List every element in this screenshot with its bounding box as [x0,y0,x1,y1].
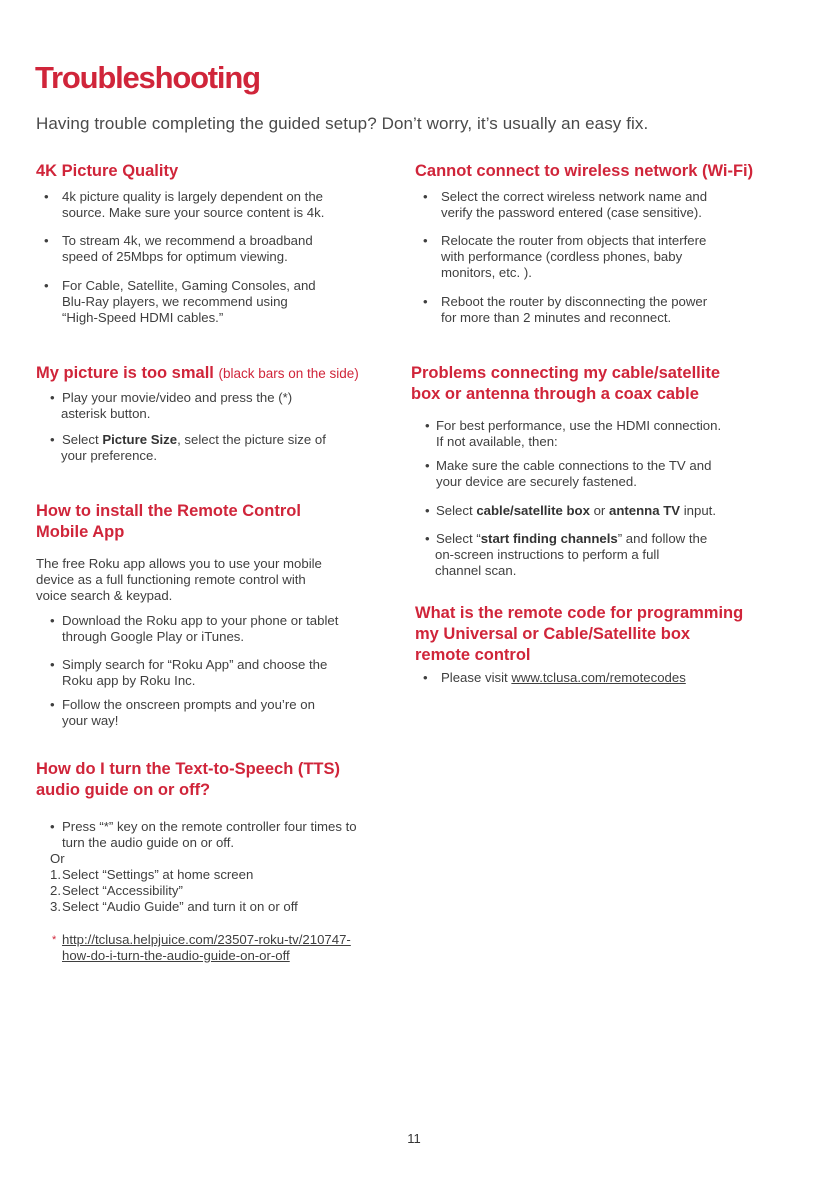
list-item: • Make sure the cable connections to the TV and your device are securely fastened. [425,458,712,490]
list-item: • Please visit www.tclusa.com/remotecodes [423,670,686,685]
bullet-icon: • [50,697,55,712]
bullet-icon: • [423,670,428,685]
list-item: • Select the correct wireless network name and verify the password entered (case sensitive). [423,189,708,221]
bullet-icon: • [425,418,430,433]
page-number: 11 [407,1131,421,1146]
heading-4k-picture-quality: 4K Picture Quality [36,162,179,180]
bullet-icon: • [44,278,49,293]
bullet-icon: • [425,503,430,518]
list-item: • 4k picture quality is largely dependent on the source. Make sure your source content is 4k. [44,189,325,221]
bullet-icon: • [44,189,49,204]
heading-tts: How do I turn the Text-to-Speech (TTS) audio guide on or off? [36,760,341,799]
heading-wifi: Cannot connect to wireless network (Wi-Fi) [415,162,754,180]
bullet-icon: • [50,432,55,447]
heading-picture-too-small: My picture is too small (black bars on the side) [36,364,359,382]
or-label: Or [50,851,65,866]
bullet-icon: • [50,390,55,405]
list-item: • Reboot the router by disconnecting the power for more than 2 minutes and reconnect. [423,294,708,326]
bullet-icon: • [50,657,55,672]
list-item: • Follow the onscreen prompts and you’re on your way! [50,697,315,729]
remote-app-intro: The free Roku app allows you to use your mobile device as a full functioning remote control with voice search & keypad. [36,556,322,604]
bullet-icon: • [423,189,428,204]
numbered-step: 2.Select “Accessibility” [50,883,183,898]
bullet-icon: • [50,819,55,834]
bullet-icon: • [50,613,55,628]
list-item: • Download the Roku app to your phone or tablet through Google Play or iTunes. [50,613,339,645]
help-link-item [52,932,412,964]
list-item: • Simply search for “Roku App” and choose the Roku app by Roku Inc. [50,657,328,689]
page-subtitle: Having trouble completing the guided setup? Don’t worry, it’s usually an easy fix. [36,114,649,133]
asterisk-icon: * [52,934,57,946]
list-item: • To stream 4k, we recommend a broadband speed of 25Mbps for optimum viewing. [44,233,313,265]
heading-coax: Problems connecting my cable/satellite box or antenna through a coax cable [411,364,721,403]
list-item: • Press “*” key on the remote controller four times to turn the audio guide on or off. [50,819,357,851]
help-link-continued[interactable]: how-do-i-turn-the-audio-guide-on-or-off [62,948,290,964]
bullet-icon: • [44,233,49,248]
bullet-icon: • [423,233,428,248]
list-item: • Select “start finding channels” and follow the on-screen instructions to perform a full channel scan. [425,531,708,579]
list-item: • Relocate the router from objects that interfere with performance (cordless phones, baby monitors, etc. ). [423,233,707,281]
list-item: • For best performance, use the HDMI connection. If not available, then: [425,418,722,450]
bullet-icon: • [425,531,430,546]
numbered-step: 1.Select “Settings” at home screen [50,867,254,882]
remote-codes-link[interactable]: www.tclusa.com/remotecodes [511,670,686,685]
heading-remote-code: What is the remote code for programming my Universal or Cable/Satellite box remote control [415,604,744,664]
numbered-step: 3.Select “Audio Guide” and turn it on or off [50,899,298,914]
help-link[interactable]: http://tclusa.helpjuice.com/23507-roku-tv/210747- [62,932,351,947]
list-item: • Select cable/satellite box or antenna TV input. [425,503,717,518]
list-item: • For Cable, Satellite, Gaming Consoles, and Blu-Ray players, we recommend using “High-Speed HDMI cables.” [44,278,316,326]
bullet-icon: • [423,294,428,309]
list-item: • Play your movie/video and press the (*) asterisk button. [50,390,293,422]
page-title: Troubleshooting [35,60,260,95]
list-item: • Select Picture Size, select the picture size of your preference. [50,432,326,464]
bullet-icon: • [425,458,430,473]
heading-remote-app: How to install the Remote Control Mobile App [36,502,301,541]
